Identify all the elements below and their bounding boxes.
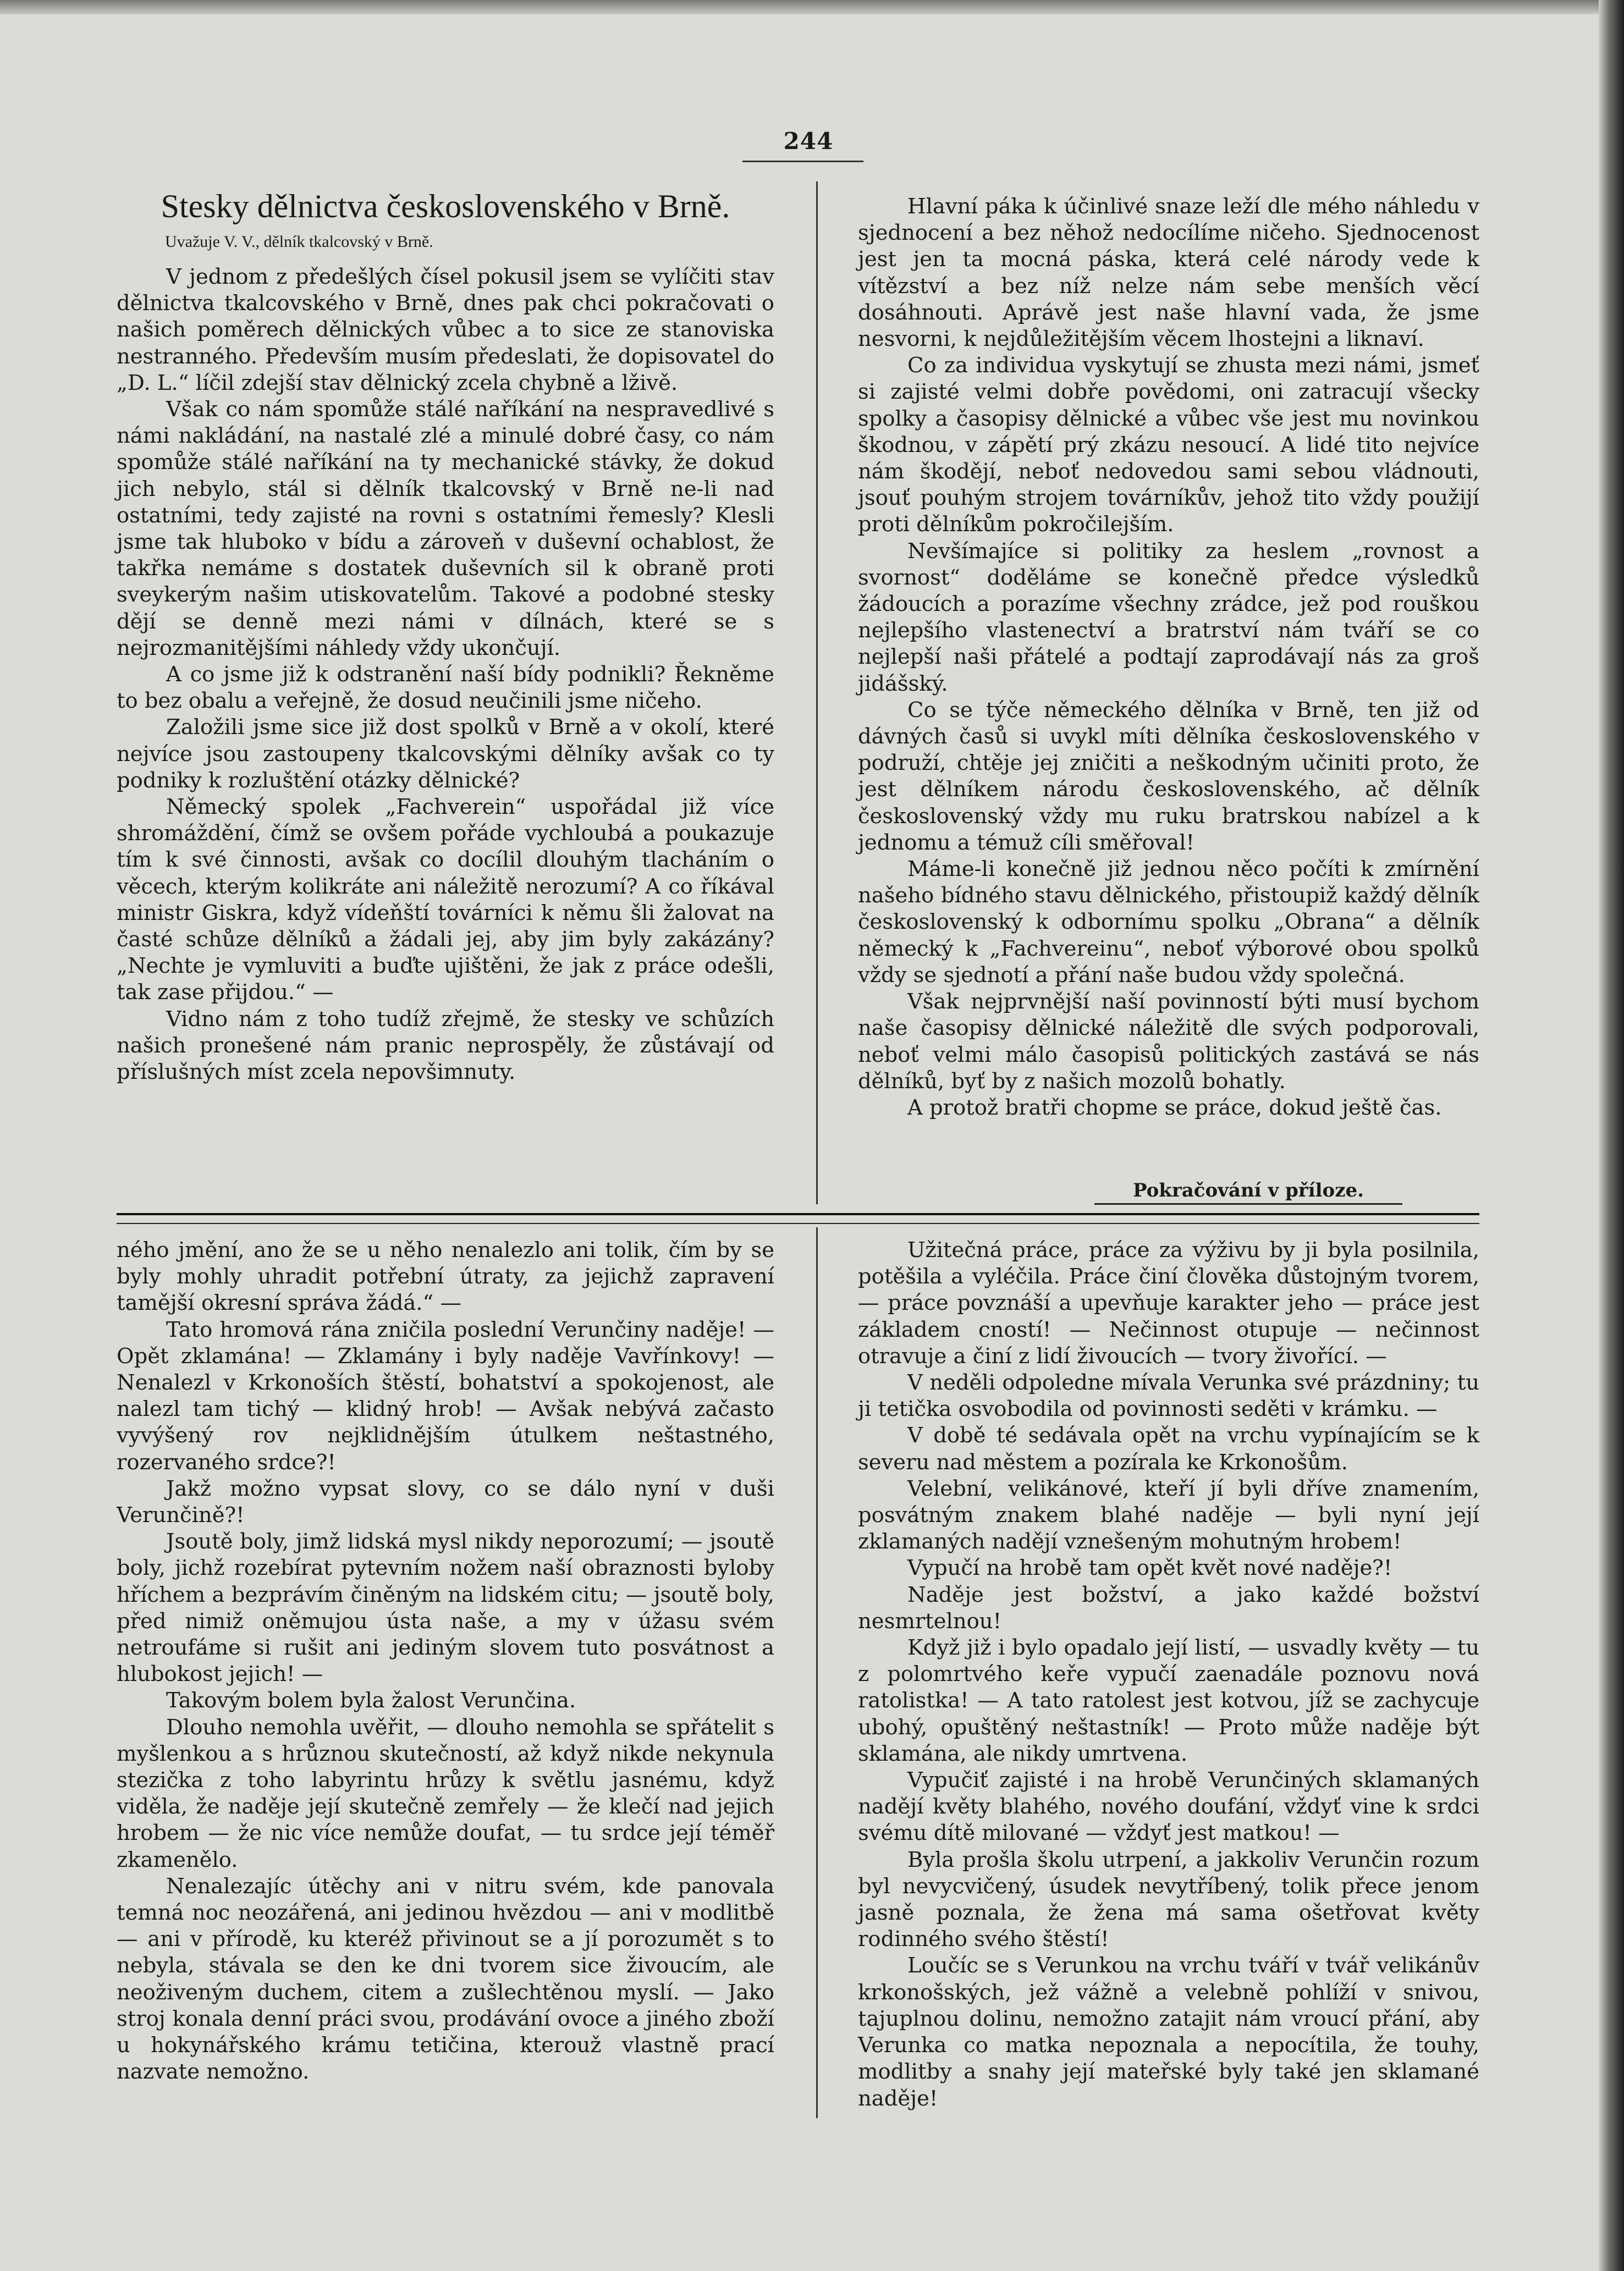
story-paragraph: Byla prošla školu utrpení, a jakkoliv Verunčin rozum byl nevycvičený, úsudek nevytříbený, tolik přece jenom jasně poznala, že žena má sama ošetřovat květy rodinného svého štěstí!: [858, 1847, 1479, 1952]
column-divider-bottom: [816, 1227, 818, 2118]
article-column-right: [858, 194, 1479, 1121]
article-paragraph: Však nejprvnější naší povinností býti musí bychom naše časopisy dělnické náležitě dle svých podporovali, neboť velmi málo časopisů politických zastává se nás dělníků, byť by z našich mozolů bohatly.: [858, 989, 1479, 1094]
story-paragraph: Takovým bolem byla žalost Verunčina.: [166, 1688, 576, 1713]
story-paragraph: V době té sedávala opět na vrchu vypínajícím se k severu nad městem a pozírala ke Krkonošům.: [858, 1423, 1479, 1475]
article-byline: Uvažuje V. V., dělník tkalcovský v Brně.: [165, 233, 433, 251]
story-paragraph: Vypučiť zajisté i na hrobě Verunčiných sklamaných nadějí květy blahého, nového doufání, vždyť vine k srdci svému dítě milované — vždyť jest matkou! —: [858, 1768, 1479, 1846]
continuation-note: Pokračování v příloze.: [1132, 1179, 1364, 1201]
article-paragraph: A protož bratři chopme se práce, dokud ještě čas.: [907, 1095, 1442, 1120]
story-paragraph: Vypučí na hrobě tam opět květ nové naděje?!: [907, 1556, 1392, 1581]
article-title: Stesky dělnictva československého v Brně.: [161, 188, 730, 224]
article-column-left: [117, 264, 774, 1085]
article-paragraph: Německý spolek „Fachverein“ uspořádal již více shromáždění, čímž se ovšem pořáde vychloubá a poukazuje tím k své činnosti, avšak co docílil dlouhým tlacháním o věcech, kterým kolikráte ani náležitě nerozumí? A co říkával ministr Giskra, když vídeňští továrníci k němu šli žalovat na časté schůze dělníků a žádali jej, aby jim byly zakázány? „Nechte je vymluviti a buďte ujištěni, že jak z práce odešli, tak zase přijdou.“ —: [117, 795, 774, 1005]
story-paragraph: Dlouho nemohla uvěřit, — dlouho nemohla se spřátelit s myšlenkou a s hrůznou skutečností, až když nikde nekynula stezička z toho labyrintu hrůzy k světlu jasnému, když viděla, že naděje její skutečně zemřely — že klečí nad jejich hrobem — že nic více nemůže doufat, — tu srdce její téměř zkamenělo.: [117, 1715, 774, 1872]
story-paragraph: Nenalezajíc útěchy ani v nitru svém, kde panovala temná noc neozářená, ani jedinou hvězdou — ani v modlitbě — ani v přírodě, ku kteréž přivinout se a jí porozumět s to nebyla, stávala se den ke dni tvorem sice živoucím, ale neoživeným duchem, citem a zušlechtěnou myslí. — Jako stroj konala denní práci svou, prodávání ovoce a jiného zboží u hokynářského krámu tetičina, kterouž vlastně prací nazvate nemožno.: [117, 1873, 774, 2085]
story-paragraph: Naděje jest božství, a jako každé božství nesmrtelnou!: [858, 1582, 1479, 1634]
article-paragraph: Vidno nám z toho tudíž zřejmě, že stesky ve schůzích našich pronešené nám pranic neprospěly, že zůstávají od příslušných míst zcela nepovšimnuty.: [117, 1006, 774, 1085]
story-paragraph: Když již i bylo opadalo její listí, — usvadly květy — tu z polomrtvého keře vypučí zaenadále poznovu nová ratolistka! — A tato ratolest jest kotvou, jíž se zachycuje ubohý, opuštěný neštastník! — Proto může naděje být sklamána, ale nikdy umrtvena.: [858, 1635, 1479, 1766]
column-divider-top: [816, 181, 818, 1204]
article-paragraph: Hlavní páka k účinlivé snaze leží dle mého náhledu v sjednocení a bez něhož nedocílíme ničeho. Sjednocenost jest jen ta mocná páska, která celé národy vede k vítězství a bez níž nelze nám sebe menších věcí dosáhnouti. Aprávě jest naše hlavní vada, že jsme nesvorni, k nejdůležitějším věcem lhostejni a liknaví.: [858, 194, 1479, 352]
story-paragraph: Velební, velikánové, kteří jí byli dříve znamením, posvátným znakem blahé naděje — byli nyní její zklamaných nadějí vznešeným mohutným hrobem!: [858, 1476, 1479, 1555]
section-divider-rule: [117, 1213, 1479, 1224]
article-paragraph: A co jsme již k odstranění naší bídy podnikli? Řekněme to bez obalu a veřejně, že dosud neučinili jsme ničeho.: [117, 662, 774, 714]
article-paragraph: Co se týče německého dělníka v Brně, ten již od dávných časů si uvykl míti dělníka československého v podruží, chtěje jej zničiti a neškodným učiniti proto, že jest dělníkem národu československého, ač dělník československý vždy mu ruku bratrskou nabízel a k jednomu a témuž cíli směřoval!: [858, 697, 1479, 855]
article-paragraph: Však co nám spomůže stálé naříkání na nespravedlivé s námi nakládání, na nastalé zlé a minulé dobré časy, co nám spomůže stálé naříkání na ty mechanické stávky, že dokud jich nebylo, stál si dělník tkalcovský v Brně ne-li nad ostatními, tedy zajisté na rovni s ostatními řemesly? Klesli jsme tak hluboko v bídu a zároveň v duševní ochablost, že takřka nemáme s dostatek duševních sil k obraně proti sveykerým našim utiskovatelům. Takové a podobné stesky dějí se denně mezi námi v dílnách, které se s nejrozmanitějšími náhledy vždy ukončují.: [117, 397, 774, 660]
story-paragraph: Jakž možno vypsat slovy, co se dálo nyní v duši Verunčině?!: [117, 1476, 774, 1528]
article-paragraph: Máme-li konečně již jednou něco počíti k zmírnění našeho bídného stavu dělnického, přistoupiž každý dělník československý k odbornímu spolku „Obrana“ a dělník německý k „Fachvereinu“, neboť výborové obou spolků vždy se sjednotí a přání naše budou vždy společná.: [858, 857, 1479, 988]
story-paragraph: Jsoutě boly, jimž lidská mysl nikdy neporozumí; — jsoutě boly, jichž rozebírat pytevním nožem naší obraznosti byloby hříchem a bezprávím činěným na lidském citu; — jsoutě boly, před nimiž oněmujou ústa naše, a my v úžasu svém netroufáme si rušit ani jediným slovem tuto posvátnost a hlubokost jejich! —: [117, 1529, 774, 1687]
page-number: 244: [783, 128, 834, 155]
article-paragraph: V jednom z předešlých čísel pokusil jsem se vylíčiti stav dělnictva tkalcovského v Brně, dnes pak chci pokračovati o našich poměrech dělnických vůbec a to sice ze stanoviska nestranného. Především musím předeslati, že dopisovatel do „D. L.“ líčil zdejší stav dělnický zcela chybně a lživě.: [117, 264, 774, 395]
continuation-rule: [1094, 1203, 1402, 1205]
article-paragraph: Co za individua vyskytují se zhusta mezi námi, jsmeť si zajisté velmi dobře povědomi, oni zatracují všecky spolky a časopisy dělnické a vůbec vše jest mu novinkou škodnou, v zápětí prý zkázu nesoucí. A lidé tito nejvíce nám škodějí, neboť nedovedou sami sebou vládnouti, jsouť pouhým strojem továrníkův, jehož tito vždy použijí proti dělníkům pokročilejším.: [858, 353, 1479, 537]
story-column-right: [858, 1237, 1479, 2112]
story-paragraph: ného jmění, ano že se u něho nenalezlo ani tolik, čím by se byly mohly uhradit potřební útraty, za jejichž zapravení tamější okresní správa žádá.“ —: [117, 1238, 774, 1316]
story-paragraph: Užitečná práce, práce za výživu by ji byla posilnila, potěšila a vyléčila. Práce činí člověka důstojným tvorem, — práce povznáší a upevňuje karakter jeho — práce jest základem cností! — Nečinnost otupuje — nečinnost otravuje a činí z lidí živoucích — tvory živořící. —: [858, 1238, 1479, 1369]
story-paragraph: V neděli odpoledne mívala Verunka své prázdniny; tu ji tetička osvobodila od povinnosti seděti v krámku. —: [858, 1370, 1479, 1422]
story-paragraph: Loučíc se s Verunkou na vrchu tváří v tvář velikánův krkonošských, jež vážně a velebně pohlíží v snivou, tajuplnou dolinu, nemožno zatajit nám vroucí přání, aby Verunka co matka nepoznala a nepocítila, že touhy, modlitby a snahy její mateřské byly také jen sklamané naděje!: [858, 1953, 1479, 2111]
article-paragraph: Založili jsme sice již dost spolků v Brně a v okolí, které nejvíce jsou zastoupeny tkalcovskými dělníky avšak co ty podniky k rozluštění otázky dělnické?: [117, 715, 774, 793]
article-paragraph: Nevšímajíce si politiky za heslem „rovnost a svornost“ doděláme se konečně předce výsledků žádoucích a porazíme všechny zrádce, jež pod rouškou nejlepšího vlastenectví a bratrství nám tváří se co nejlepší naši přátelé a podtají zaprodávají nás za groš jidášský.: [858, 538, 1479, 696]
story-column-left: [117, 1237, 774, 2086]
story-paragraph: Tato hromová rána zničila poslední Verunčiny naděje! — Opět zklamána! — Zklamány i byly naděje Vavřínkovy! — Nenalezl v Krkonoších štěstí, bohatství a spokojenost, ale nalezl tam tichý — klidný hrob! — Avšak nebývá začasto vyvýšený rov nejklidnějším útulkem neštastného, rozervaného srdce?!: [117, 1317, 774, 1475]
page-number-rule: [742, 161, 863, 162]
